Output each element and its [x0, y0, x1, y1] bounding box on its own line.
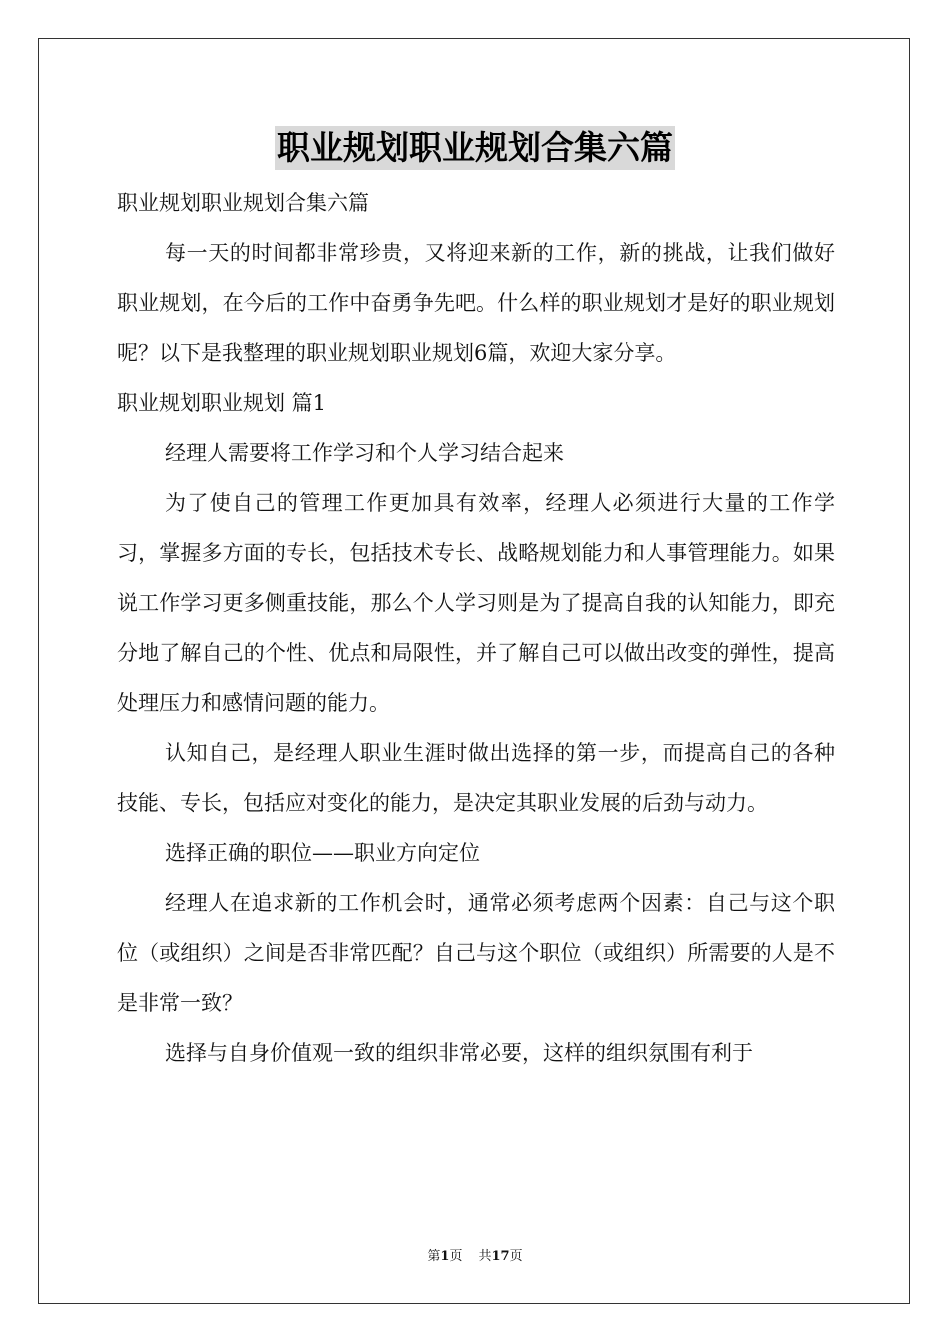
- page-number: 1: [440, 1249, 450, 1264]
- title-wrap: [0, 126, 950, 170]
- total-suffix: 页: [509, 1249, 523, 1264]
- paragraph: 经理人在追求新的工作机会时，通常必须考虑两个因素：自己与这个职位（或组织）之间是否非常匹配？自己与这个职位（或组织）所需要的人是不是非常一致？: [117, 891, 835, 1015]
- paragraph: 职业规划职业规划合集六篇: [117, 191, 369, 215]
- section-heading: 职业规划职业规划 篇1: [117, 391, 327, 415]
- paragraph: 认知自己，是经理人职业生涯时做出选择的第一步，而提高自己的各种技能、专长，包括应对变化的能力，是决定其职业发展的后劲与动力。: [117, 741, 835, 815]
- paragraph: 选择与自身价值观一致的组织非常必要，这样的组织氛围有利于: [165, 1041, 753, 1065]
- document-title: 职业规划职业规划合集六篇: [275, 126, 675, 170]
- subheading: 经理人需要将工作学习和个人学习结合起来: [165, 441, 564, 465]
- paragraph: 为了使自己的管理工作更加具有效率，经理人必须进行大量的工作学习，掌握多方面的专长，包括技术专长、战略规划能力和人事管理能力。如果说工作学习更多侧重技能，那么个人学习则是为了提高自我的认知能力，即充分地了解自己的个性、优点和局限性，并了解自己可以做出改变的弹性，提高处理压力和感情问题的能力。: [117, 491, 835, 715]
- total-pages: 17: [491, 1249, 510, 1264]
- page-suffix: 页: [449, 1249, 463, 1264]
- paragraph: 每一天的时间都非常珍贵，又将迎来新的工作，新的挑战，让我们做好职业规划，在今后的工作中奋勇争先吧。什么样的职业规划才是好的职业规划呢？以下是我整理的职业规划职业规划6篇，欢迎大家分享。: [117, 241, 835, 365]
- page-footer: [0, 1245, 950, 1264]
- document-body: [117, 178, 835, 1078]
- subheading: 选择正确的职位——职业方向定位: [165, 841, 480, 865]
- page-prefix: 第: [427, 1249, 441, 1264]
- total-prefix: 共: [478, 1249, 492, 1264]
